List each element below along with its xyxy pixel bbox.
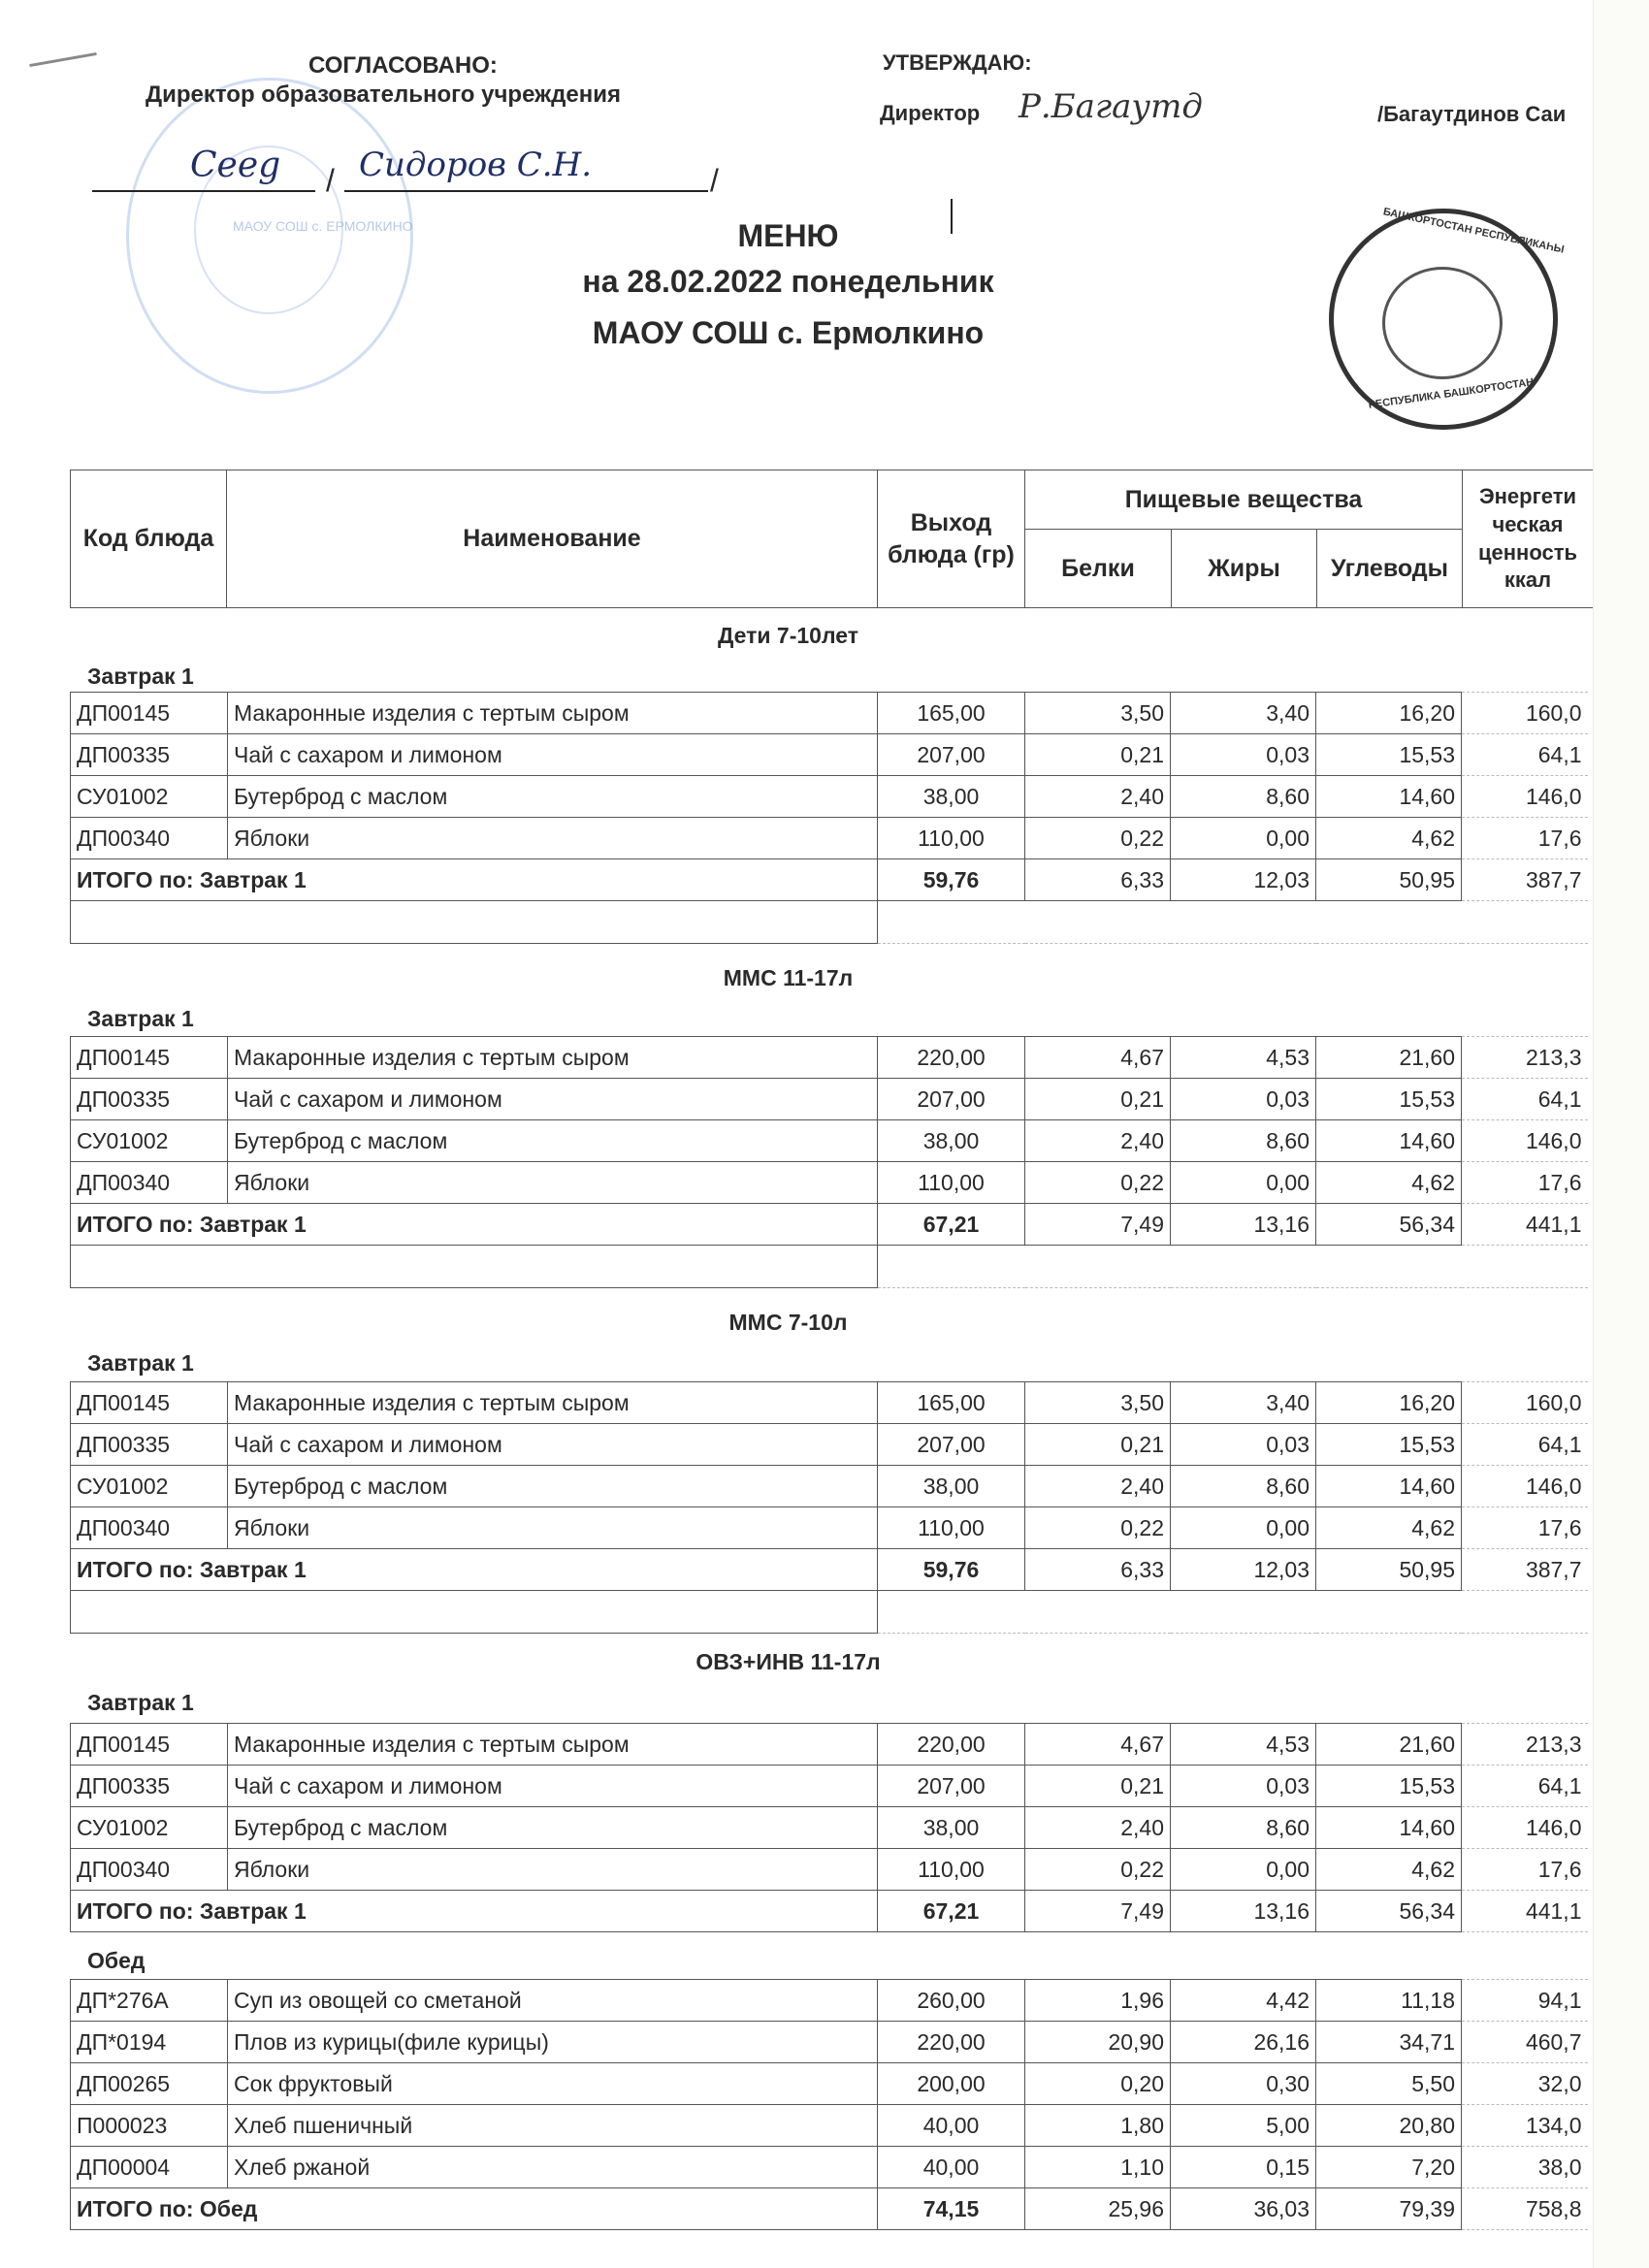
dish-protein: 2,40 [1025,1466,1171,1507]
table-row [71,1807,1588,1849]
menu-table [70,1036,1588,1288]
dish-yield: 207,00 [878,1079,1025,1120]
table-row [71,734,1588,776]
total-kcal: 441,1 [1462,1891,1588,1932]
dish-yield: 38,00 [878,1807,1025,1849]
dish-protein: 4,67 [1025,1037,1171,1079]
dish-yield: 110,00 [878,1162,1025,1204]
dish-carbs: 15,53 [1316,734,1462,776]
dish-code: П000023 [71,2105,228,2147]
official-seal-text-top: БАШКОРТОСТАН РЕСПУБЛИКАҺЫ [1381,206,1566,256]
dish-kcal: 146,0 [1462,1466,1588,1507]
dish-kcal: 146,0 [1462,1120,1588,1162]
total-carbs: 79,39 [1316,2188,1462,2230]
dish-protein: 2,40 [1025,1120,1171,1162]
total-kcal: 387,7 [1462,1549,1588,1591]
header-name: Наименование [226,470,878,608]
table-row [71,1766,1588,1807]
dish-protein: 0,21 [1025,734,1171,776]
meal-title: Завтрак 1 [87,1350,194,1376]
approve-signature: Р.Багаутд [1018,87,1203,126]
approve-role: Директор [880,101,981,125]
dish-fat: 0,00 [1171,1162,1316,1204]
menu-table [70,1381,1588,1634]
dish-code: ДП00335 [71,734,228,776]
dish-name: Яблоки [228,1849,878,1891]
dish-yield: 207,00 [878,1766,1025,1807]
dish-kcal: 17,6 [1462,818,1588,859]
approve-label: УТВЕРЖДАЮ: [883,50,1032,75]
blank-row [71,1246,1588,1288]
dish-carbs: 20,80 [1316,2105,1462,2147]
header-protein: Белки [1024,529,1172,608]
table-row [71,1507,1588,1549]
total-yield: 59,76 [878,1549,1025,1591]
dish-kcal: 17,6 [1462,1162,1588,1204]
dish-kcal: 213,3 [1462,1037,1588,1079]
school-stamp-text: МАОУ СОШ с. ЕРМОЛКИНО [233,218,413,234]
meal-title: Завтрак 1 [87,1690,194,1715]
dish-name: Сок фруктовый [228,2063,878,2105]
dish-code: ДП00340 [71,1162,228,1204]
total-row [71,1891,1588,1932]
total-row [71,2188,1588,2230]
table-row [71,818,1588,859]
total-label: ИТОГО по: Завтрак 1 [71,1891,878,1932]
dish-fat: 26,16 [1171,2022,1316,2063]
dish-name: Бутерброд с маслом [228,1466,878,1507]
dish-name: Чай с сахаром и лимоном [228,1766,878,1807]
dish-yield: 110,00 [878,1507,1025,1549]
dish-code: ДП00340 [71,818,228,859]
official-seal-text-bottom: РЕСПУБЛИКА БАШКОРТОСТАН [1368,376,1535,411]
dish-name: Яблоки [228,818,878,859]
age-group-title: ММС 7-10л [728,1310,848,1335]
dish-fat: 4,42 [1171,1980,1316,2022]
dish-code: ДП*0194 [71,2022,228,2063]
dish-yield: 110,00 [878,818,1025,859]
dish-code: ДП00335 [71,1766,228,1807]
dish-name: Яблоки [228,1507,878,1549]
dish-name: Яблоки [228,1162,878,1204]
dish-yield: 38,00 [878,1120,1025,1162]
total-carbs: 50,95 [1316,1549,1462,1591]
dish-protein: 1,96 [1025,1980,1171,2022]
dish-kcal: 146,0 [1462,1807,1588,1849]
dish-kcal: 94,1 [1462,1980,1588,2022]
dish-yield: 207,00 [878,1424,1025,1466]
dish-name: Чай с сахаром и лимоном [228,1424,878,1466]
header-energy: Энергети ческая ценность ккал [1462,470,1593,608]
total-kcal: 441,1 [1462,1204,1588,1246]
dish-kcal: 460,7 [1462,2022,1588,2063]
dish-code: ДП00335 [71,1424,228,1466]
school-name: МАОУ СОШ с. Ермолкино [592,315,985,350]
dish-carbs: 14,60 [1316,776,1462,818]
dish-fat: 0,03 [1171,1079,1316,1120]
dish-name: Хлеб пшеничный [228,2105,878,2147]
dish-kcal: 32,0 [1462,2063,1588,2105]
dish-yield: 220,00 [878,1037,1025,1079]
dish-protein: 0,22 [1025,1849,1171,1891]
total-label: ИТОГО по: Завтрак 1 [71,1549,878,1591]
dish-name: Макаронные изделия с тертым сыром [228,1724,878,1766]
dish-kcal: 64,1 [1462,1079,1588,1120]
table-row [71,1466,1588,1507]
dish-carbs: 4,62 [1316,1849,1462,1891]
agreed-label: СОГЛАСОВАНО: [308,52,498,79]
total-protein: 7,49 [1025,1204,1171,1246]
document-title: МЕНЮ [737,218,839,253]
dish-name: Макаронные изделия с тертым сыром [228,1037,878,1079]
dish-carbs: 5,50 [1316,2063,1462,2105]
dish-fat: 8,60 [1171,1466,1316,1507]
dish-code: ДП00335 [71,1079,228,1120]
dish-kcal: 134,0 [1462,2105,1588,2147]
age-group-title: ОВЗ+ИНВ 11-17л [695,1649,881,1674]
dish-name: Бутерброд с маслом [228,776,878,818]
dish-name: Макаронные изделия с тертым сыром [228,1382,878,1424]
total-fat: 36,03 [1171,2188,1316,2230]
dish-kcal: 160,0 [1462,1382,1588,1424]
dish-fat: 8,60 [1171,1120,1316,1162]
dish-carbs: 15,53 [1316,1079,1462,1120]
dish-protein: 0,21 [1025,1079,1171,1120]
pen-stroke-mark [29,52,96,67]
name-line [344,190,708,192]
dish-yield: 110,00 [878,1849,1025,1891]
dish-carbs: 14,60 [1316,1120,1462,1162]
dish-yield: 165,00 [878,1382,1025,1424]
total-yield: 67,21 [878,1204,1025,1246]
dish-kcal: 64,1 [1462,1766,1588,1807]
dish-fat: 0,30 [1171,2063,1316,2105]
dish-kcal: 38,0 [1462,2147,1588,2188]
dish-kcal: 64,1 [1462,1424,1588,1466]
menu-table [70,1723,1588,1932]
dish-name: Макаронные изделия с тертым сыром [228,693,878,734]
agreed-role: Директор образовательного учреждения [146,81,621,108]
dish-kcal: 64,1 [1462,734,1588,776]
table-row [71,2022,1588,2063]
dish-fat: 4,53 [1171,1724,1316,1766]
dish-protein: 3,50 [1025,693,1171,734]
table-row [71,2063,1588,2105]
total-protein: 7,49 [1025,1891,1171,1932]
document-date: на 28.02.2022 понедельник [582,264,994,299]
dish-name: Бутерброд с маслом [228,1120,878,1162]
table-row [71,1980,1588,2022]
total-protein: 6,33 [1025,859,1171,901]
age-group-title: ММС 11-17л [723,965,854,990]
dish-carbs: 4,62 [1316,1162,1462,1204]
dish-carbs: 7,20 [1316,2147,1462,2188]
dish-fat: 0,00 [1171,818,1316,859]
dish-code: ДП00145 [71,1037,228,1079]
dish-fat: 0,00 [1171,1849,1316,1891]
total-row [71,1549,1588,1591]
dish-carbs: 21,60 [1316,1724,1462,1766]
blank-row [71,901,1588,944]
dish-code: ДП00145 [71,1724,228,1766]
blank-cell [878,1246,1588,1288]
dish-carbs: 15,53 [1316,1424,1462,1466]
dish-yield: 165,00 [878,693,1025,734]
dish-code: ДП*276А [71,1980,228,2022]
dish-protein: 20,90 [1025,2022,1171,2063]
dish-code: ДП00340 [71,1849,228,1891]
dish-protein: 1,80 [1025,2105,1171,2147]
table-row [71,1079,1588,1120]
table-row [71,776,1588,818]
dish-code: ДП00340 [71,1507,228,1549]
dish-protein: 1,10 [1025,2147,1171,2188]
dish-name: Хлеб ржаной [228,2147,878,2188]
dish-code: СУ01002 [71,1120,228,1162]
dish-carbs: 4,62 [1316,818,1462,859]
dish-carbs: 21,60 [1316,1037,1462,1079]
dish-code: ДП00145 [71,1382,228,1424]
blank-cell [71,1246,878,1288]
dish-protein: 2,40 [1025,776,1171,818]
blank-cell [71,901,878,944]
dish-name: Бутерброд с маслом [228,1807,878,1849]
dish-code: СУ01002 [71,1466,228,1507]
dish-protein: 0,22 [1025,1507,1171,1549]
dish-carbs: 34,71 [1316,2022,1462,2063]
meal-title: Завтрак 1 [87,664,194,689]
signature-line [92,190,315,192]
dish-yield: 207,00 [878,734,1025,776]
meal-title: Завтрак 1 [87,1006,194,1031]
scan-page-edge [1593,0,1649,2268]
blank-cell [71,1591,878,1634]
dish-protein: 0,22 [1025,818,1171,859]
blank-cell [878,901,1588,944]
total-label: ИТОГО по: Обед [71,2188,878,2230]
dish-yield: 220,00 [878,1724,1025,1766]
dish-yield: 220,00 [878,2022,1025,2063]
dish-fat: 3,40 [1171,693,1316,734]
dish-yield: 38,00 [878,1466,1025,1507]
table-row [71,1724,1588,1766]
total-carbs: 56,34 [1316,1204,1462,1246]
dish-kcal: 146,0 [1462,776,1588,818]
total-yield: 74,15 [878,2188,1025,2230]
dish-kcal: 17,6 [1462,1507,1588,1549]
dish-kcal: 160,0 [1462,693,1588,734]
total-protein: 6,33 [1025,1549,1171,1591]
dish-fat: 0,00 [1171,1507,1316,1549]
menu-table [70,692,1588,944]
total-label: ИТОГО по: Завтрак 1 [71,1204,878,1246]
dish-carbs: 11,18 [1316,1980,1462,2022]
dish-yield: 38,00 [878,776,1025,818]
header-yield: Выход блюда (гр) [877,470,1025,608]
dish-carbs: 14,60 [1316,1466,1462,1507]
blank-row [71,1591,1588,1634]
approve-name: /Багаутдинов Саи [1377,102,1567,126]
dish-carbs: 16,20 [1316,1382,1462,1424]
dish-protein: 0,21 [1025,1424,1171,1466]
dish-kcal: 17,6 [1462,1849,1588,1891]
total-yield: 67,21 [878,1891,1025,1932]
dish-kcal: 213,3 [1462,1724,1588,1766]
dish-fat: 0,03 [1171,1766,1316,1807]
table-row [71,1382,1588,1424]
dish-carbs: 16,20 [1316,693,1462,734]
total-row [71,859,1588,901]
menu-table [70,1979,1588,2230]
table-row [71,1162,1588,1204]
dish-protein: 4,67 [1025,1724,1171,1766]
age-group-title: Дети 7-10лет [717,623,859,648]
dish-name: Чай с сахаром и лимоном [228,734,878,776]
dish-fat: 8,60 [1171,1807,1316,1849]
total-carbs: 56,34 [1316,1891,1462,1932]
total-carbs: 50,95 [1316,859,1462,901]
dish-yield: 200,00 [878,2063,1025,2105]
total-fat: 13,16 [1171,1891,1316,1932]
dish-protein: 2,40 [1025,1807,1171,1849]
header-carbs: Углеводы [1316,529,1463,608]
agreed-name-handwritten: Сидоров С.Н. [359,146,593,184]
table-row [71,1037,1588,1079]
dish-code: СУ01002 [71,776,228,818]
dish-carbs: 4,62 [1316,1507,1462,1549]
table-row [71,1424,1588,1466]
dish-code: ДП00265 [71,2063,228,2105]
dish-fat: 0,03 [1171,1424,1316,1466]
table-row [71,1120,1588,1162]
total-row [71,1204,1588,1246]
dish-fat: 0,03 [1171,734,1316,776]
table-row [71,2147,1588,2188]
header-code: Код блюда [70,470,227,608]
dish-carbs: 15,53 [1316,1766,1462,1807]
table-row [71,1849,1588,1891]
agreed-signature: Ceeg [190,146,281,185]
dish-yield: 40,00 [878,2147,1025,2188]
dish-protein: 0,22 [1025,1162,1171,1204]
total-fat: 12,03 [1171,859,1316,901]
meal-title: Обед [87,1948,146,1973]
separator-slash: / [710,163,719,198]
dish-fat: 8,60 [1171,776,1316,818]
total-yield: 59,76 [878,859,1025,901]
dish-yield: 260,00 [878,1980,1025,2022]
dish-fat: 3,40 [1171,1382,1316,1424]
dish-code: ДП00004 [71,2147,228,2188]
total-label: ИТОГО по: Завтрак 1 [71,859,878,901]
table-row [71,693,1588,734]
dish-name: Плов из курицы(филе курицы) [228,2022,878,2063]
dish-fat: 4,53 [1171,1037,1316,1079]
dish-carbs: 14,60 [1316,1807,1462,1849]
dish-fat: 5,00 [1171,2105,1316,2147]
dish-fat: 0,15 [1171,2147,1316,2188]
dish-code: СУ01002 [71,1807,228,1849]
total-kcal: 758,8 [1462,2188,1588,2230]
separator-slash: / [326,163,335,198]
dish-protein: 0,21 [1025,1766,1171,1807]
header-fat: Жиры [1171,529,1317,608]
blank-cell [878,1591,1588,1634]
total-fat: 13,16 [1171,1204,1316,1246]
total-protein: 25,96 [1025,2188,1171,2230]
table-row [71,2105,1588,2147]
dish-protein: 3,50 [1025,1382,1171,1424]
dish-name: Суп из овощей со сметаной [228,1980,878,2022]
header-nutrients: Пищевые вещества [1024,470,1463,530]
dish-yield: 40,00 [878,2105,1025,2147]
total-fat: 12,03 [1171,1549,1316,1591]
dish-protein: 0,20 [1025,2063,1171,2105]
dish-code: ДП00145 [71,693,228,734]
dish-name: Чай с сахаром и лимоном [228,1079,878,1120]
total-kcal: 387,7 [1462,859,1588,901]
